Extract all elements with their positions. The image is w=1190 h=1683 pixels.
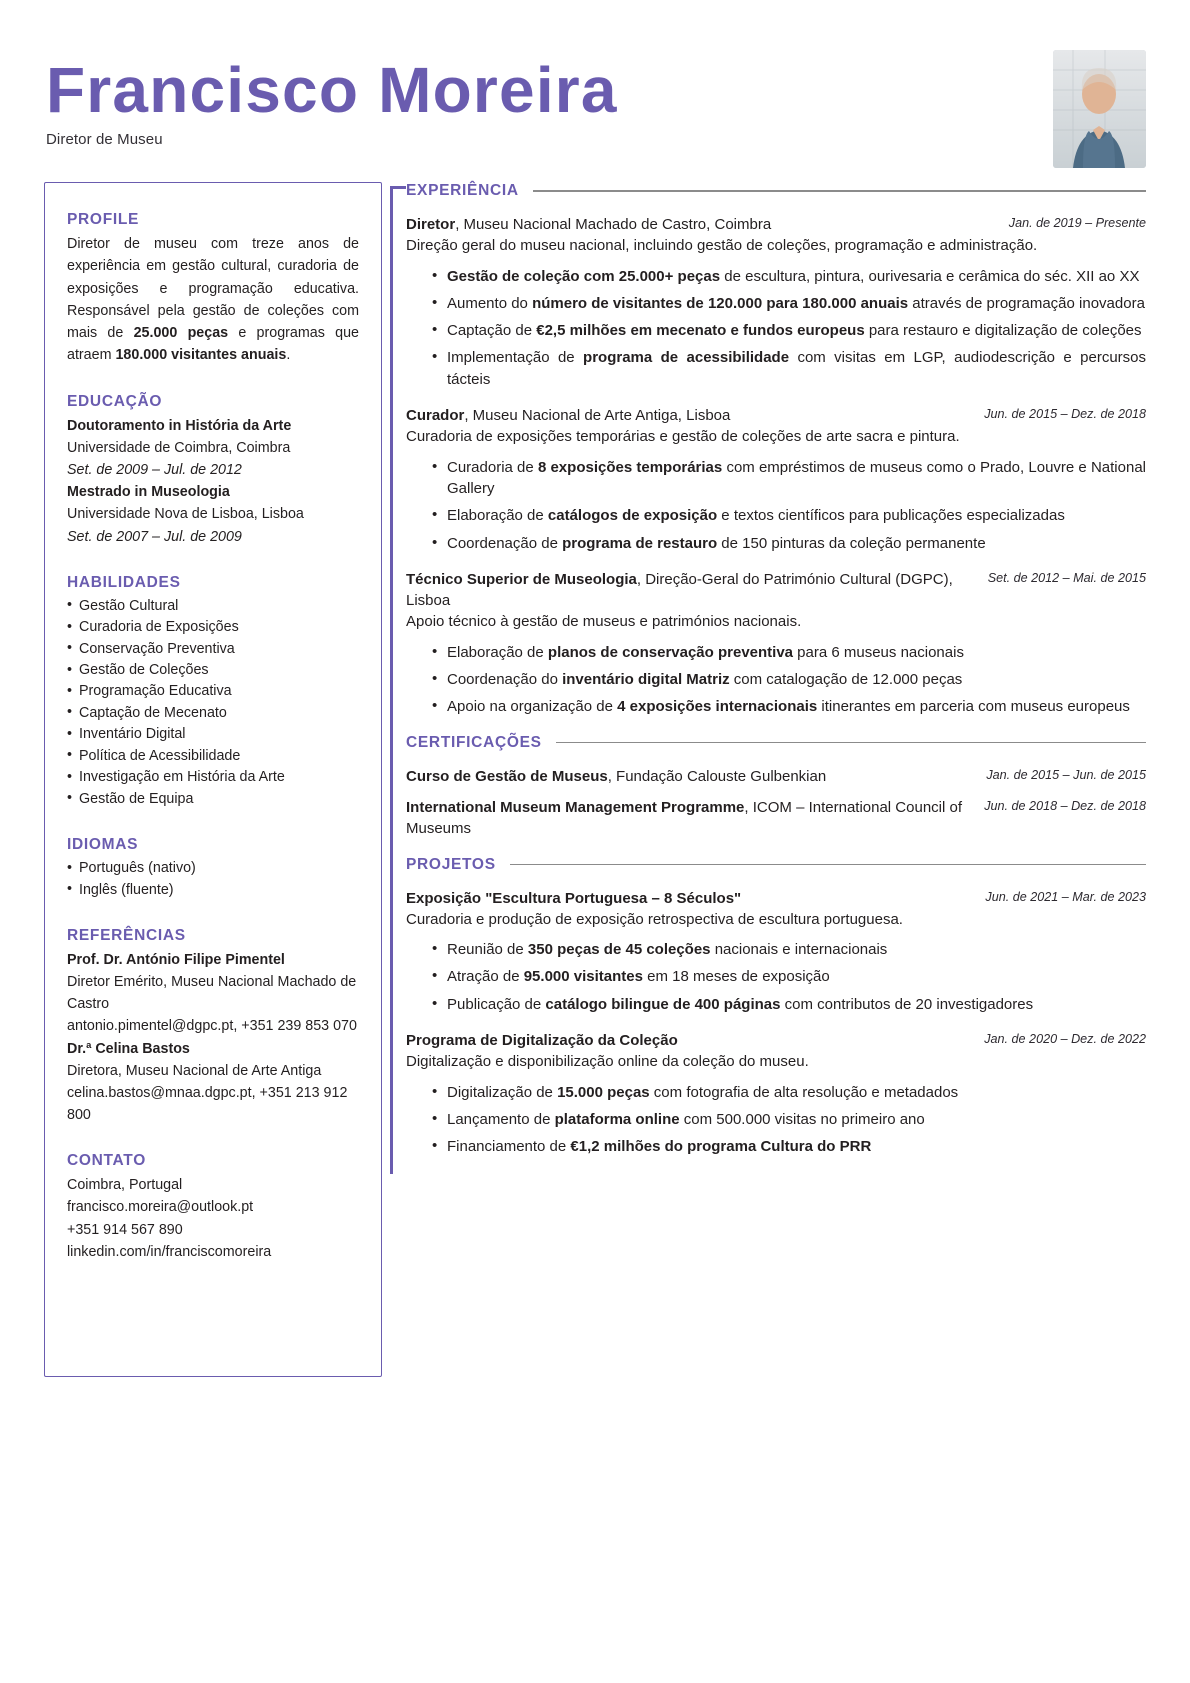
project-item bbox=[406, 1030, 1146, 1157]
experience-dates: Jan. de 2019 – Presente bbox=[1008, 216, 1146, 230]
list-item: • Política de Acessibilidade bbox=[67, 746, 359, 767]
project-bullets bbox=[406, 1082, 1146, 1158]
certification-item bbox=[406, 766, 1146, 787]
section-divider bbox=[533, 190, 1146, 191]
section-title-experience: EXPERIÊNCIA bbox=[406, 182, 519, 199]
project-bullets bbox=[406, 939, 1146, 1015]
experience-bullets bbox=[406, 266, 1146, 390]
certification-dates: Jun. de 2018 – Dez. de 2018 bbox=[984, 798, 1146, 813]
section-title-projects: PROJETOS bbox=[406, 855, 496, 873]
sidebar bbox=[44, 182, 382, 1377]
certification-entries bbox=[406, 766, 1146, 840]
list-item: • Reunião de 350 peças de 45 coleções nacionais e internacionais bbox=[432, 939, 1146, 960]
list-item: • Gestão de coleção com 25.000+ peças de escultura, pintura, ourivesaria e cerâmica do séc. XII ao XX bbox=[432, 266, 1146, 287]
section-projects bbox=[406, 856, 1146, 1158]
profile-photo-icon bbox=[1053, 50, 1146, 168]
list-item: • Gestão de Coleções bbox=[67, 660, 359, 681]
sidebar-section-skills bbox=[67, 574, 359, 810]
list-item: • Captação de Mecenato bbox=[67, 703, 359, 724]
profile-summary: Diretor de museu com treze anos de experiência em gestão cultural, curadoria de exposições e programação educativa. Responsável pela gestão de coleções com mais de 25.000 peças e programas que atraem 180.000 visitantes anuais. bbox=[67, 236, 359, 364]
sidebar-heading-languages: IDIOMAS bbox=[67, 836, 139, 854]
list-item: • Elaboração de planos de conservação preventiva para 6 museus nacionais bbox=[432, 642, 1146, 663]
section-divider bbox=[556, 742, 1146, 743]
section-header-experience bbox=[406, 182, 1146, 200]
section-certifications bbox=[406, 734, 1146, 840]
reference-name: Prof. Dr. António Filipe Pimentel bbox=[67, 951, 285, 968]
section-experience bbox=[406, 182, 1146, 718]
list-item: • Inglês (fluente) bbox=[67, 880, 359, 901]
contact-phone[interactable]: +351 914 567 890 bbox=[67, 1221, 183, 1238]
list-item: • Digitalização de 15.000 peças com fotografia de alta resolução e metadados bbox=[432, 1082, 1146, 1103]
list-item: • Captação de €2,5 milhões em mecenato e fundos europeus para restauro e digitalização de coleções bbox=[432, 320, 1146, 341]
experience-bullets bbox=[406, 642, 1146, 718]
education-item bbox=[67, 415, 359, 481]
list-item: • Elaboração de catálogos de exposição e textos científicos para publicações especializadas bbox=[432, 505, 1146, 526]
certification-item bbox=[406, 797, 1146, 840]
experience-entries bbox=[406, 214, 1146, 718]
job-title: Diretor de Museu bbox=[46, 131, 163, 148]
project-dates: Jun. de 2021 – Mar. de 2023 bbox=[985, 889, 1146, 904]
sidebar-heading-contact: CONTATO bbox=[67, 1152, 146, 1170]
experience-item bbox=[406, 214, 1146, 390]
main-content bbox=[382, 182, 1146, 1174]
list-item: • Apoio na organização de 4 exposições internacionais itinerantes em parceria com museus europeus bbox=[432, 696, 1146, 717]
list-item: • Investigação em História da Arte bbox=[67, 767, 359, 788]
sidebar-heading-references: REFERÊNCIAS bbox=[67, 926, 186, 944]
contact-location: Coimbra, Portugal bbox=[67, 1177, 183, 1194]
section-header-projects bbox=[406, 856, 1146, 874]
sidebar-section-references bbox=[67, 927, 359, 1126]
education-school: Universidade Nova de Lisboa, Lisboa bbox=[67, 506, 304, 523]
list-item: • Financiamento de €1,2 milhões do programa Cultura do PRR bbox=[432, 1136, 1146, 1157]
list-item: • Português (nativo) bbox=[67, 858, 359, 879]
project-item bbox=[406, 888, 1146, 1015]
sidebar-heading-profile: PROFILE bbox=[67, 211, 140, 228]
project-name: Programa de Digitalização da Coleção bbox=[406, 1032, 678, 1050]
contact-linkedin[interactable]: linkedin.com/in/franciscomoreira bbox=[67, 1243, 272, 1260]
experience-description: Direção geral do museu nacional, incluindo gestão de coleções, programação e administração. bbox=[406, 237, 1038, 255]
experience-header bbox=[406, 569, 1146, 612]
education-degree: Mestrado in Museologia bbox=[67, 484, 230, 501]
sidebar-section-profile bbox=[67, 211, 359, 367]
list-item: • Conservação Preventiva bbox=[67, 639, 359, 660]
list-item: • Aumento do número de visitantes de 120.000 para 180.000 anuais através de programação inovadora bbox=[432, 293, 1146, 314]
references-list bbox=[67, 949, 359, 1126]
section-header-certifications bbox=[406, 734, 1146, 752]
reference-role: Diretora, Museu Nacional de Arte Antiga bbox=[67, 1062, 322, 1079]
project-header bbox=[406, 1030, 1146, 1051]
experience-item bbox=[406, 405, 1146, 554]
experience-description: Apoio técnico à gestão de museus e patrimónios nacionais. bbox=[406, 613, 802, 631]
reference-contact[interactable]: celina.bastos@mnaa.dgpc.pt, +351 213 912 800 bbox=[67, 1084, 348, 1124]
reference-item bbox=[67, 1038, 359, 1127]
education-dates: Set. de 2009 – Jul. de 2012 bbox=[67, 462, 242, 479]
section-title-certifications: CERTIFICAÇÕES bbox=[406, 733, 542, 751]
project-header bbox=[406, 888, 1146, 909]
education-school: Universidade de Coimbra, Coimbra bbox=[67, 439, 291, 456]
reference-contact[interactable]: antonio.pimentel@dgpc.pt, +351 239 853 070 bbox=[67, 1018, 357, 1035]
sidebar-heading-education: EDUCAÇÃO bbox=[67, 392, 163, 410]
list-item: • Lançamento de plataforma online com 500.000 visitas no primeiro ano bbox=[432, 1109, 1146, 1130]
sidebar-section-contact bbox=[67, 1152, 359, 1263]
resume-header bbox=[0, 0, 1190, 182]
list-item: • Coordenação do inventário digital Matriz com catalogação de 12.000 peças bbox=[432, 669, 1146, 690]
list-item: • Curadoria de 8 exposições temporárias com empréstimos de museus como o Prado, Louvre e National Gallery bbox=[432, 457, 1146, 500]
certification-name: International Museum Management Programme, ICOM – International Council of Museums bbox=[406, 798, 963, 838]
reference-role: Diretor Emérito, Museu Nacional Machado de Castro bbox=[67, 974, 357, 1013]
experience-dates: Set. de 2012 – Mai. de 2015 bbox=[987, 570, 1146, 585]
reference-item bbox=[67, 949, 359, 1038]
experience-item bbox=[406, 569, 1146, 718]
list-item: • Coordenação de programa de restauro de 150 pinturas da coleção permanente bbox=[432, 533, 1146, 554]
experience-header bbox=[406, 214, 1146, 235]
experience-header bbox=[406, 405, 1146, 426]
project-description: Curadoria e produção de exposição retrospectiva de escultura portuguesa. bbox=[406, 910, 903, 928]
experience-bullets bbox=[406, 457, 1146, 554]
list-item: • Gestão Cultural bbox=[67, 596, 359, 617]
experience-role: Diretor, Museu Nacional Machado de Castro, Coimbra bbox=[406, 216, 772, 233]
list-item: • Gestão de Equipa bbox=[67, 789, 359, 810]
project-name: Exposição "Escultura Portuguesa – 8 Séculos" bbox=[406, 889, 742, 907]
skills-list bbox=[67, 596, 359, 810]
certification-name: Curso de Gestão de Museus, Fundação Calouste Gulbenkian bbox=[406, 767, 827, 785]
list-item: • Inventário Digital bbox=[67, 724, 359, 745]
page-title: Francisco Moreira bbox=[46, 54, 618, 126]
list-item: • Implementação de programa de acessibilidade com visitas em LGP, audiodescrição e percursos tácteis bbox=[432, 347, 1146, 390]
reference-name: Dr.ª Celina Bastos bbox=[67, 1040, 190, 1057]
avatar bbox=[1053, 50, 1146, 168]
sidebar-section-education bbox=[67, 393, 359, 548]
education-degree: Doutoramento in História da Arte bbox=[67, 417, 292, 434]
contact-email[interactable]: francisco.moreira@outlook.pt bbox=[67, 1199, 254, 1216]
experience-dates: Jun. de 2015 – Dez. de 2018 bbox=[984, 407, 1146, 422]
project-entries bbox=[406, 888, 1146, 1158]
experience-description: Curadoria de exposições temporárias e gestão de coleções de arte sacra e pintura. bbox=[406, 428, 960, 446]
experience-role: Técnico Superior de Museologia, Direção-Geral do Património Cultural (DGPC), Lisboa bbox=[406, 570, 953, 610]
sidebar-heading-skills: HABILIDADES bbox=[67, 573, 181, 591]
certification-dates: Jan. de 2015 – Jun. de 2015 bbox=[986, 767, 1146, 782]
list-item: • Atração de 95.000 visitantes em 18 meses de exposição bbox=[432, 966, 1146, 987]
list-item: • Programação Educativa bbox=[67, 681, 359, 702]
education-list bbox=[67, 415, 359, 548]
section-divider bbox=[510, 864, 1146, 865]
education-item bbox=[67, 481, 359, 547]
education-dates: Set. de 2007 – Jul. de 2009 bbox=[67, 528, 242, 545]
languages-list bbox=[67, 858, 359, 901]
experience-role: Curador, Museu Nacional de Arte Antiga, Lisboa bbox=[406, 407, 731, 425]
project-dates: Jan. de 2020 – Dez. de 2022 bbox=[984, 1032, 1146, 1047]
project-description: Digitalização e disponibilização online da coleção do museu. bbox=[406, 1053, 809, 1071]
list-item: • Publicação de catálogo bilingue de 400 páginas com contributos de 20 investigadores bbox=[432, 994, 1146, 1015]
sidebar-section-languages bbox=[67, 836, 359, 901]
list-item: • Curadoria de Exposições bbox=[67, 617, 359, 638]
